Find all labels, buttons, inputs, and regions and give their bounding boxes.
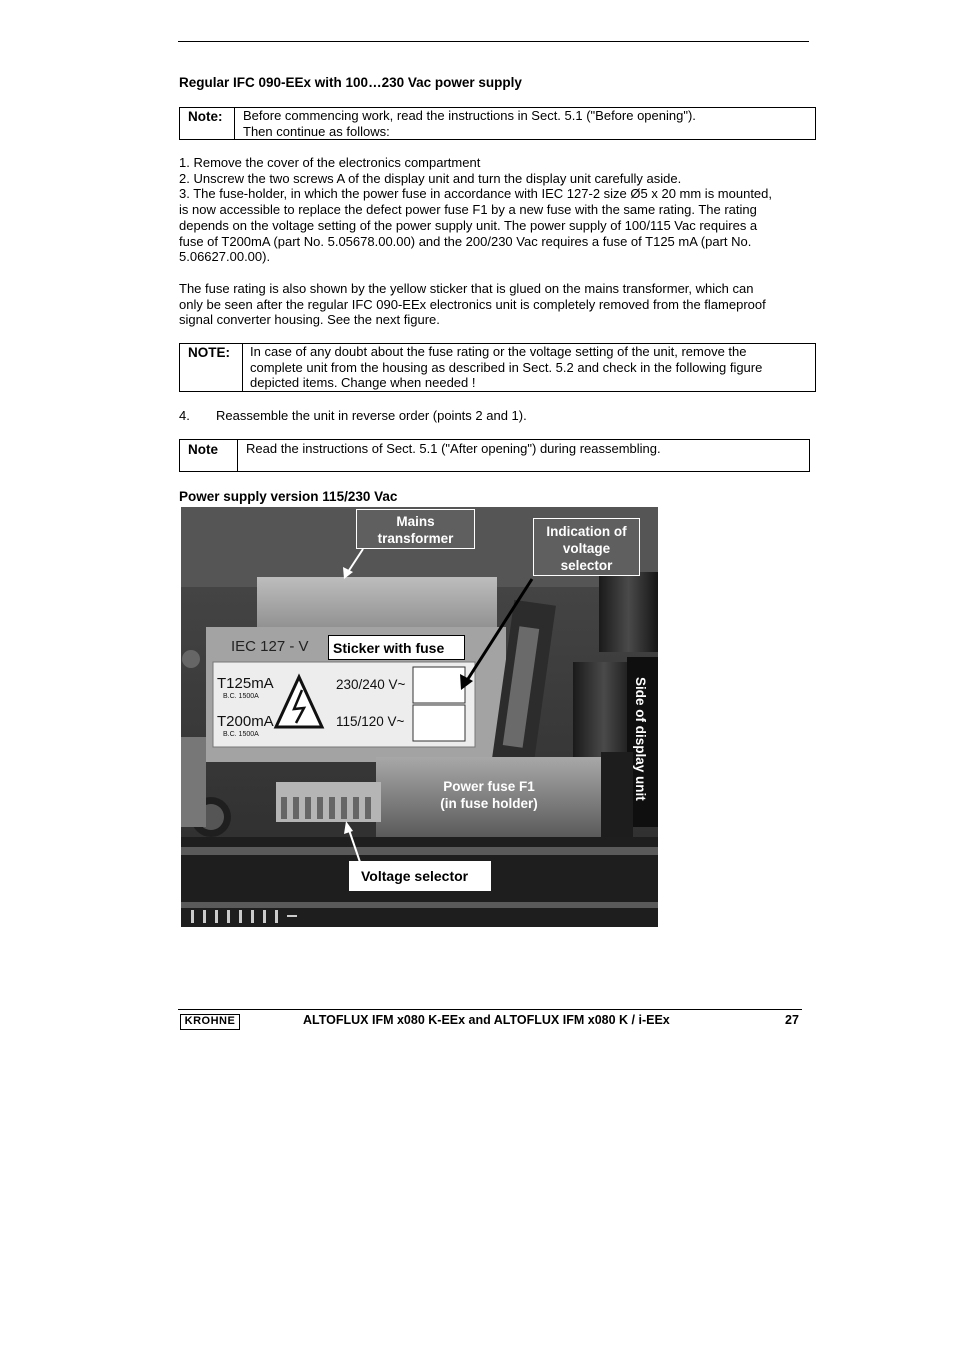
- step-line: 3. The fuse-holder, in which the power fuse in accordance with IEC 127-2 size Ø5 x 20 mm is mounted,: [179, 186, 773, 202]
- note-box-before-opening: [179, 107, 816, 140]
- mains-transformer-shape: [257, 577, 497, 633]
- step-4-text: Reassemble the unit in reverse order (points 2 and 1).: [216, 408, 527, 423]
- sticker-standard-text: IEC 127 - V: [231, 638, 309, 655]
- paragraph-line: only be seen after the regular IFC 090-EEx electronics unit is completely removed from the flameproof: [179, 296, 766, 312]
- callout-voltage-selector: Voltage selector: [349, 861, 491, 891]
- note-body: Read the instructions of Sect. 5.1 ("After opening") during reassembling.: [246, 441, 661, 456]
- callout-line: voltage: [562, 541, 611, 556]
- fuse-rating-paragraph: [179, 281, 819, 328]
- sticker-fuse-low: T200mA: [217, 713, 274, 730]
- note-box-fuse-doubt: [179, 343, 816, 392]
- section-title: Regular IFC 090-EEx with 100…230 Vac power supply: [179, 75, 522, 90]
- sticker-fuse-low-bc: B.C. 1500A: [223, 731, 259, 738]
- callout-line: selector: [560, 558, 613, 573]
- page-number: 27: [785, 1013, 799, 1027]
- footer-rule: [178, 1009, 802, 1010]
- callout-line: transformer: [377, 531, 454, 546]
- note-line: depicted items. Change when needed !: [250, 375, 476, 391]
- steps-list: [179, 155, 819, 265]
- sticker-fuse-high-bc: B.C. 1500A: [223, 693, 259, 700]
- note-label: NOTE:: [180, 344, 243, 391]
- callout-mains-transformer: [356, 509, 475, 549]
- note-box-after-opening: [179, 439, 810, 472]
- step-line: 1. Remove the cover of the electronics compartment: [179, 155, 481, 170]
- note-line: complete unit from the housing as described in Sect. 5.2 and check in the following figure: [250, 359, 763, 375]
- footer-title: ALTOFLUX IFM x080 K-EEx and ALTOFLUX IFM x080 K / i-EEx: [303, 1013, 670, 1027]
- sticker-volt-low: 115/120 V~: [336, 714, 405, 729]
- paragraph-line: signal converter housing. See the next figure.: [179, 312, 440, 328]
- sticker-volt-high: 230/240 V~: [336, 677, 406, 692]
- capacitor-shape: [599, 572, 658, 652]
- note-line: Then continue as follows:: [243, 123, 390, 139]
- callout-line: (in fuse holder): [440, 796, 538, 811]
- callout-sticker-with-fuse: Sticker with fuse: [328, 635, 465, 660]
- callout-line: Indication of: [546, 524, 627, 539]
- callout-voltage-indication: [533, 518, 640, 576]
- step-line: fuse of T200mA (part No. 5.05678.00.00) and the 200/230 Vac requires a fuse of T125 mA (part No.: [179, 233, 752, 249]
- step-line: is now accessible to replace the defect power fuse F1 by a new fuse with the same rating. The rating: [179, 202, 757, 218]
- power-supply-photo: [181, 507, 658, 927]
- callout-power-fuse: [431, 776, 547, 814]
- step-line: depends on the voltage setting of the power supply unit. The power supply of 100/115 Vac requires a: [179, 217, 758, 233]
- callout-line: Power fuse F1: [443, 779, 535, 794]
- header-rule: [178, 41, 809, 42]
- step-4-number: 4.: [179, 408, 190, 423]
- note-body: [250, 344, 762, 391]
- note-line: In case of any doubt about the fuse rating or the voltage setting of the unit, remove the: [250, 344, 747, 359]
- note-label: Note: [180, 440, 238, 471]
- callout-display-side: Side of display unit: [633, 677, 648, 801]
- note-line: Before commencing work, read the instructions in Sect. 5.1 ("Before opening").: [243, 108, 696, 123]
- krohne-logo: KROHNE: [180, 1014, 240, 1030]
- note-body: [243, 108, 696, 139]
- paragraph-line: The fuse rating is also shown by the yellow sticker that is glued on the mains transformer, which can: [179, 281, 754, 296]
- callout-line: Mains: [396, 514, 435, 529]
- sticker-fuse-high: T125mA: [217, 675, 274, 692]
- step-line: 5.06627.00.00).: [179, 249, 271, 265]
- note-label: Note:: [180, 108, 235, 139]
- step-line: 2. Unscrew the two screws A of the display unit and turn the display unit carefully aside.: [179, 170, 682, 186]
- figure-title: Power supply version 115/230 Vac: [179, 489, 398, 504]
